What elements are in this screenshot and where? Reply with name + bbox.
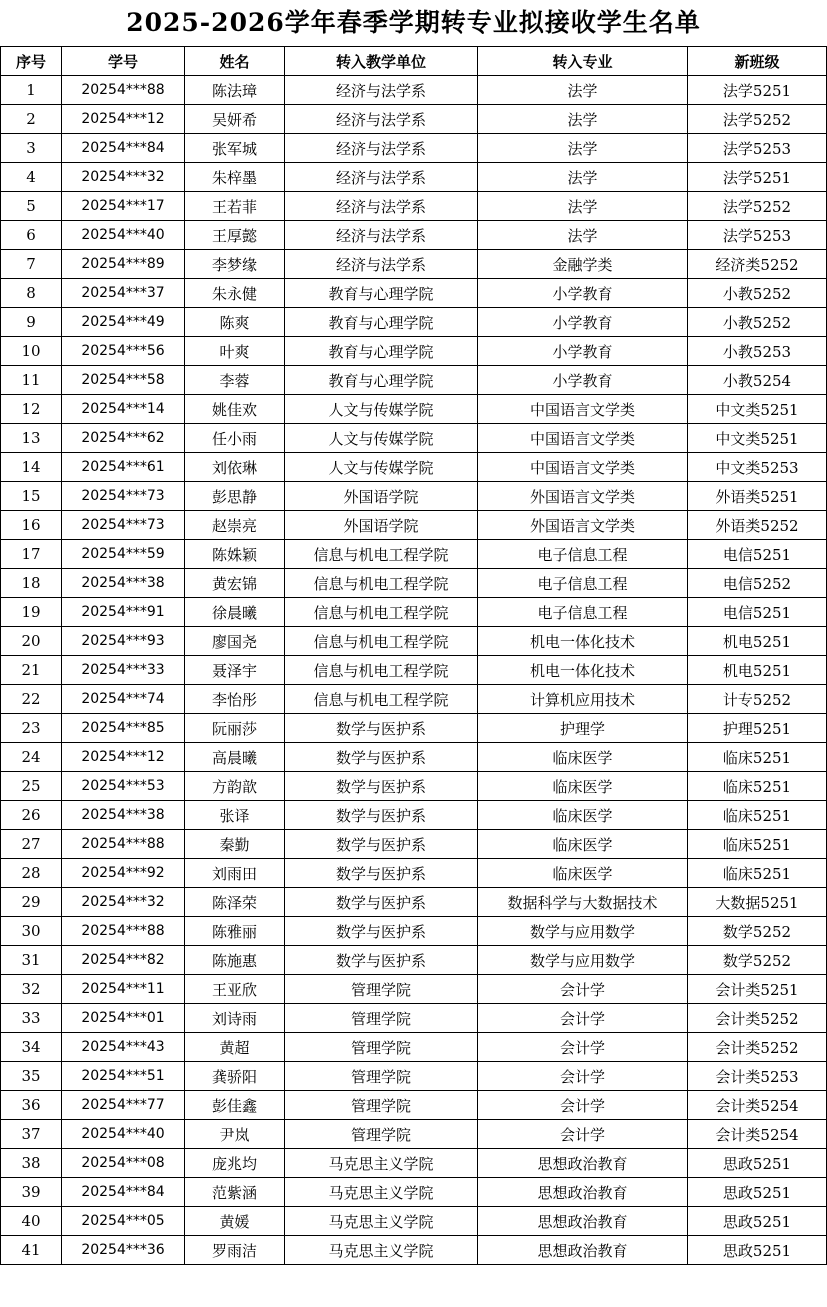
cell-target-major: 电子信息工程 <box>478 598 688 627</box>
cell-index: 16 <box>1 511 62 540</box>
cell-index: 20 <box>1 627 62 656</box>
cell-new-class: 临床5251 <box>688 743 827 772</box>
cell-target-major: 法学 <box>478 192 688 221</box>
cell-student-id: 20254***61 <box>62 453 185 482</box>
cell-name: 任小雨 <box>185 424 285 453</box>
cell-target-major: 临床医学 <box>478 801 688 830</box>
cell-student-id: 20254***12 <box>62 743 185 772</box>
table-row <box>1 366 827 395</box>
cell-student-id: 20254***91 <box>62 598 185 627</box>
cell-name: 陈爽 <box>185 308 285 337</box>
cell-new-class: 机电5251 <box>688 627 827 656</box>
table-row <box>1 859 827 888</box>
cell-target-major: 中国语言文学类 <box>478 424 688 453</box>
cell-name: 吴妍希 <box>185 105 285 134</box>
cell-name: 尹岚 <box>185 1120 285 1149</box>
cell-name: 王亚欣 <box>185 975 285 1004</box>
cell-index: 9 <box>1 308 62 337</box>
cell-student-id: 20254***53 <box>62 772 185 801</box>
cell-new-class: 中文类5253 <box>688 453 827 482</box>
cell-index: 8 <box>1 279 62 308</box>
cell-target-unit: 数学与医护系 <box>285 801 478 830</box>
cell-name: 朱永健 <box>185 279 285 308</box>
cell-target-major: 外国语言文学类 <box>478 482 688 511</box>
cell-target-major: 外国语言文学类 <box>478 511 688 540</box>
cell-name: 李蓉 <box>185 366 285 395</box>
cell-target-major: 小学教育 <box>478 337 688 366</box>
cell-target-unit: 经济与法学系 <box>285 192 478 221</box>
cell-index: 36 <box>1 1091 62 1120</box>
cell-index: 23 <box>1 714 62 743</box>
table-row <box>1 569 827 598</box>
table-row <box>1 743 827 772</box>
cell-target-unit: 数学与医护系 <box>285 888 478 917</box>
table-row <box>1 540 827 569</box>
cell-name: 张军城 <box>185 134 285 163</box>
cell-student-id: 20254***40 <box>62 1120 185 1149</box>
cell-target-major: 思想政治教育 <box>478 1236 688 1265</box>
cell-target-major: 临床医学 <box>478 772 688 801</box>
cell-student-id: 20254***08 <box>62 1149 185 1178</box>
table-row <box>1 424 827 453</box>
student-list-table <box>0 46 827 1265</box>
cell-student-id: 20254***74 <box>62 685 185 714</box>
cell-new-class: 中文类5251 <box>688 395 827 424</box>
cell-student-id: 20254***93 <box>62 627 185 656</box>
table-row <box>1 714 827 743</box>
cell-index: 33 <box>1 1004 62 1033</box>
table-row <box>1 656 827 685</box>
header-target-major: 转入专业 <box>478 47 688 76</box>
cell-target-unit: 教育与心理学院 <box>285 366 478 395</box>
table-row <box>1 772 827 801</box>
cell-target-unit: 信息与机电工程学院 <box>285 656 478 685</box>
cell-index: 30 <box>1 917 62 946</box>
cell-index: 31 <box>1 946 62 975</box>
cell-name: 彭佳鑫 <box>185 1091 285 1120</box>
cell-name: 王若菲 <box>185 192 285 221</box>
cell-new-class: 法学5252 <box>688 192 827 221</box>
cell-new-class: 大数据5251 <box>688 888 827 917</box>
cell-student-id: 20254***84 <box>62 134 185 163</box>
cell-target-unit: 数学与医护系 <box>285 946 478 975</box>
cell-target-major: 思想政治教育 <box>478 1207 688 1236</box>
table-row <box>1 975 827 1004</box>
cell-index: 28 <box>1 859 62 888</box>
cell-new-class: 小教5253 <box>688 337 827 366</box>
table-row <box>1 279 827 308</box>
cell-name: 赵崇亮 <box>185 511 285 540</box>
cell-student-id: 20254***05 <box>62 1207 185 1236</box>
cell-name: 高晨曦 <box>185 743 285 772</box>
cell-student-id: 20254***36 <box>62 1236 185 1265</box>
cell-name: 王厚懿 <box>185 221 285 250</box>
cell-name: 徐晨曦 <box>185 598 285 627</box>
cell-target-major: 小学教育 <box>478 308 688 337</box>
cell-target-unit: 教育与心理学院 <box>285 337 478 366</box>
cell-name: 陈泽荣 <box>185 888 285 917</box>
cell-target-unit: 经济与法学系 <box>285 250 478 279</box>
cell-new-class: 会计类5252 <box>688 1033 827 1062</box>
table-row <box>1 830 827 859</box>
table-row <box>1 105 827 134</box>
cell-student-id: 20254***82 <box>62 946 185 975</box>
table-row <box>1 453 827 482</box>
cell-target-major: 会计学 <box>478 1120 688 1149</box>
cell-index: 41 <box>1 1236 62 1265</box>
cell-index: 18 <box>1 569 62 598</box>
table-row <box>1 888 827 917</box>
cell-index: 4 <box>1 163 62 192</box>
cell-index: 39 <box>1 1178 62 1207</box>
cell-student-id: 20254***17 <box>62 192 185 221</box>
cell-index: 37 <box>1 1120 62 1149</box>
cell-name: 陈施惠 <box>185 946 285 975</box>
cell-target-major: 会计学 <box>478 1033 688 1062</box>
cell-new-class: 会计类5254 <box>688 1091 827 1120</box>
table-row <box>1 1236 827 1265</box>
cell-name: 朱梓墨 <box>185 163 285 192</box>
cell-target-major: 数学与应用数学 <box>478 917 688 946</box>
cell-new-class: 外语类5251 <box>688 482 827 511</box>
table-row <box>1 946 827 975</box>
cell-target-unit: 管理学院 <box>285 1120 478 1149</box>
cell-student-id: 20254***12 <box>62 105 185 134</box>
cell-target-unit: 信息与机电工程学院 <box>285 598 478 627</box>
cell-student-id: 20254***88 <box>62 76 185 105</box>
cell-target-major: 电子信息工程 <box>478 540 688 569</box>
cell-index: 15 <box>1 482 62 511</box>
header-name: 姓名 <box>185 47 285 76</box>
header-student-id: 学号 <box>62 47 185 76</box>
cell-target-unit: 数学与医护系 <box>285 830 478 859</box>
cell-new-class: 外语类5252 <box>688 511 827 540</box>
cell-name: 范紫涵 <box>185 1178 285 1207</box>
cell-new-class: 思政5251 <box>688 1149 827 1178</box>
cell-target-unit: 信息与机电工程学院 <box>285 540 478 569</box>
cell-target-unit: 教育与心理学院 <box>285 308 478 337</box>
table-row <box>1 1120 827 1149</box>
cell-target-major: 小学教育 <box>478 279 688 308</box>
cell-index: 38 <box>1 1149 62 1178</box>
cell-target-major: 思想政治教育 <box>478 1149 688 1178</box>
cell-target-unit: 教育与心理学院 <box>285 279 478 308</box>
cell-target-unit: 数学与医护系 <box>285 859 478 888</box>
cell-student-id: 20254***73 <box>62 482 185 511</box>
table-row <box>1 250 827 279</box>
cell-new-class: 小教5252 <box>688 308 827 337</box>
cell-new-class: 会计类5253 <box>688 1062 827 1091</box>
cell-student-id: 20254***49 <box>62 308 185 337</box>
table-row <box>1 337 827 366</box>
table-row <box>1 598 827 627</box>
cell-student-id: 20254***88 <box>62 917 185 946</box>
cell-name: 秦勤 <box>185 830 285 859</box>
cell-target-major: 会计学 <box>478 1062 688 1091</box>
cell-name: 廖国尧 <box>185 627 285 656</box>
cell-index: 17 <box>1 540 62 569</box>
cell-target-unit: 马克思主义学院 <box>285 1207 478 1236</box>
cell-new-class: 思政5251 <box>688 1207 827 1236</box>
cell-target-major: 机电一体化技术 <box>478 656 688 685</box>
cell-index: 1 <box>1 76 62 105</box>
cell-index: 26 <box>1 801 62 830</box>
cell-index: 32 <box>1 975 62 1004</box>
cell-name: 陈姝颖 <box>185 540 285 569</box>
table-row <box>1 192 827 221</box>
cell-new-class: 思政5251 <box>688 1236 827 1265</box>
cell-name: 方韵歆 <box>185 772 285 801</box>
cell-name: 陈雅丽 <box>185 917 285 946</box>
cell-target-major: 会计学 <box>478 975 688 1004</box>
cell-target-unit: 管理学院 <box>285 975 478 1004</box>
cell-target-unit: 数学与医护系 <box>285 743 478 772</box>
cell-new-class: 小教5252 <box>688 279 827 308</box>
cell-new-class: 临床5251 <box>688 859 827 888</box>
page-title: 2025-2026学年春季学期转专业拟接收学生名单 <box>126 8 701 37</box>
cell-student-id: 20254***56 <box>62 337 185 366</box>
header-new-class: 新班级 <box>688 47 827 76</box>
cell-new-class: 思政5251 <box>688 1178 827 1207</box>
table-row <box>1 1149 827 1178</box>
cell-target-unit: 经济与法学系 <box>285 76 478 105</box>
cell-target-major: 法学 <box>478 163 688 192</box>
cell-name: 陈法璋 <box>185 76 285 105</box>
cell-student-id: 20254***77 <box>62 1091 185 1120</box>
cell-index: 19 <box>1 598 62 627</box>
cell-new-class: 数学5252 <box>688 917 827 946</box>
cell-target-major: 临床医学 <box>478 830 688 859</box>
cell-target-unit: 信息与机电工程学院 <box>285 685 478 714</box>
cell-new-class: 法学5251 <box>688 163 827 192</box>
cell-student-id: 20254***43 <box>62 1033 185 1062</box>
cell-target-unit: 信息与机电工程学院 <box>285 627 478 656</box>
cell-name: 张译 <box>185 801 285 830</box>
cell-student-id: 20254***14 <box>62 395 185 424</box>
cell-new-class: 机电5251 <box>688 656 827 685</box>
table-row <box>1 917 827 946</box>
cell-new-class: 会计类5252 <box>688 1004 827 1033</box>
cell-target-unit: 外国语学院 <box>285 482 478 511</box>
cell-target-unit: 人文与传媒学院 <box>285 424 478 453</box>
table-row <box>1 685 827 714</box>
cell-student-id: 20254***51 <box>62 1062 185 1091</box>
cell-target-major: 中国语言文学类 <box>478 395 688 424</box>
cell-target-major: 中国语言文学类 <box>478 453 688 482</box>
cell-student-id: 20254***11 <box>62 975 185 1004</box>
cell-student-id: 20254***33 <box>62 656 185 685</box>
cell-target-unit: 数学与医护系 <box>285 772 478 801</box>
cell-new-class: 护理5251 <box>688 714 827 743</box>
cell-target-major: 会计学 <box>478 1091 688 1120</box>
cell-target-unit: 经济与法学系 <box>285 221 478 250</box>
cell-target-major: 会计学 <box>478 1004 688 1033</box>
cell-student-id: 20254***40 <box>62 221 185 250</box>
cell-target-major: 金融学类 <box>478 250 688 279</box>
table-row <box>1 1004 827 1033</box>
cell-student-id: 20254***62 <box>62 424 185 453</box>
cell-student-id: 20254***37 <box>62 279 185 308</box>
cell-new-class: 经济类5252 <box>688 250 827 279</box>
cell-new-class: 会计类5254 <box>688 1120 827 1149</box>
table-row <box>1 395 827 424</box>
cell-name: 黄宏锦 <box>185 569 285 598</box>
cell-new-class: 小教5254 <box>688 366 827 395</box>
cell-student-id: 20254***73 <box>62 511 185 540</box>
cell-student-id: 20254***88 <box>62 830 185 859</box>
cell-new-class: 中文类5251 <box>688 424 827 453</box>
cell-name: 叶爽 <box>185 337 285 366</box>
cell-target-unit: 管理学院 <box>285 1091 478 1120</box>
cell-new-class: 电信5251 <box>688 540 827 569</box>
table-row <box>1 1091 827 1120</box>
table-row <box>1 308 827 337</box>
cell-name: 姚佳欢 <box>185 395 285 424</box>
cell-target-major: 临床医学 <box>478 743 688 772</box>
table-header-row <box>1 47 827 76</box>
cell-index: 3 <box>1 134 62 163</box>
cell-target-major: 法学 <box>478 105 688 134</box>
cell-student-id: 20254***38 <box>62 569 185 598</box>
cell-target-unit: 马克思主义学院 <box>285 1236 478 1265</box>
table-row <box>1 627 827 656</box>
cell-name: 刘诗雨 <box>185 1004 285 1033</box>
cell-index: 13 <box>1 424 62 453</box>
cell-target-major: 临床医学 <box>478 859 688 888</box>
cell-index: 22 <box>1 685 62 714</box>
cell-index: 6 <box>1 221 62 250</box>
cell-target-major: 数学与应用数学 <box>478 946 688 975</box>
cell-target-unit: 经济与法学系 <box>285 163 478 192</box>
cell-new-class: 法学5251 <box>688 76 827 105</box>
cell-target-major: 电子信息工程 <box>478 569 688 598</box>
cell-student-id: 20254***84 <box>62 1178 185 1207</box>
table-row <box>1 511 827 540</box>
cell-target-unit: 管理学院 <box>285 1033 478 1062</box>
cell-index: 12 <box>1 395 62 424</box>
cell-new-class: 电信5252 <box>688 569 827 598</box>
cell-name: 聂泽宇 <box>185 656 285 685</box>
cell-target-major: 护理学 <box>478 714 688 743</box>
cell-index: 40 <box>1 1207 62 1236</box>
cell-new-class: 计专5252 <box>688 685 827 714</box>
cell-index: 27 <box>1 830 62 859</box>
header-target-unit: 转入教学单位 <box>285 47 478 76</box>
cell-name: 黄超 <box>185 1033 285 1062</box>
cell-student-id: 20254***59 <box>62 540 185 569</box>
table-row <box>1 801 827 830</box>
cell-new-class: 法学5253 <box>688 221 827 250</box>
cell-student-id: 20254***38 <box>62 801 185 830</box>
table-row <box>1 1178 827 1207</box>
cell-index: 21 <box>1 656 62 685</box>
cell-target-unit: 数学与医护系 <box>285 917 478 946</box>
cell-new-class: 临床5251 <box>688 830 827 859</box>
cell-target-major: 计算机应用技术 <box>478 685 688 714</box>
cell-target-unit: 马克思主义学院 <box>285 1149 478 1178</box>
cell-new-class: 法学5252 <box>688 105 827 134</box>
table-row <box>1 1062 827 1091</box>
cell-name: 彭思静 <box>185 482 285 511</box>
cell-target-major: 思想政治教育 <box>478 1178 688 1207</box>
cell-student-id: 20254***32 <box>62 888 185 917</box>
cell-target-major: 小学教育 <box>478 366 688 395</box>
cell-target-unit: 马克思主义学院 <box>285 1178 478 1207</box>
cell-target-unit: 数学与医护系 <box>285 714 478 743</box>
cell-new-class: 电信5251 <box>688 598 827 627</box>
cell-target-major: 法学 <box>478 221 688 250</box>
cell-index: 10 <box>1 337 62 366</box>
cell-new-class: 临床5251 <box>688 772 827 801</box>
cell-target-major: 法学 <box>478 76 688 105</box>
table-row <box>1 76 827 105</box>
cell-name: 庞兆均 <box>185 1149 285 1178</box>
cell-name: 刘雨田 <box>185 859 285 888</box>
cell-index: 11 <box>1 366 62 395</box>
cell-target-unit: 人文与传媒学院 <box>285 395 478 424</box>
table-row <box>1 163 827 192</box>
cell-new-class: 会计类5251 <box>688 975 827 1004</box>
table-body <box>1 76 827 1265</box>
cell-name: 龚骄阳 <box>185 1062 285 1091</box>
cell-target-unit: 管理学院 <box>285 1004 478 1033</box>
table-row <box>1 482 827 511</box>
cell-index: 5 <box>1 192 62 221</box>
cell-index: 14 <box>1 453 62 482</box>
cell-target-unit: 外国语学院 <box>285 511 478 540</box>
cell-target-unit: 经济与法学系 <box>285 105 478 134</box>
cell-index: 25 <box>1 772 62 801</box>
cell-target-major: 数据科学与大数据技术 <box>478 888 688 917</box>
cell-name: 黄媛 <box>185 1207 285 1236</box>
table-row <box>1 221 827 250</box>
cell-name: 罗雨洁 <box>185 1236 285 1265</box>
table-row <box>1 1207 827 1236</box>
cell-student-id: 20254***85 <box>62 714 185 743</box>
cell-index: 35 <box>1 1062 62 1091</box>
cell-target-unit: 信息与机电工程学院 <box>285 569 478 598</box>
cell-student-id: 20254***89 <box>62 250 185 279</box>
cell-target-major: 法学 <box>478 134 688 163</box>
cell-student-id: 20254***92 <box>62 859 185 888</box>
cell-name: 刘依琳 <box>185 453 285 482</box>
header-index: 序号 <box>1 47 62 76</box>
cell-index: 34 <box>1 1033 62 1062</box>
cell-index: 2 <box>1 105 62 134</box>
cell-name: 李梦缘 <box>185 250 285 279</box>
cell-target-major: 机电一体化技术 <box>478 627 688 656</box>
cell-student-id: 20254***32 <box>62 163 185 192</box>
cell-new-class: 法学5253 <box>688 134 827 163</box>
cell-student-id: 20254***58 <box>62 366 185 395</box>
cell-target-unit: 经济与法学系 <box>285 134 478 163</box>
cell-index: 29 <box>1 888 62 917</box>
table-row <box>1 1033 827 1062</box>
cell-name: 阮丽莎 <box>185 714 285 743</box>
cell-student-id: 20254***01 <box>62 1004 185 1033</box>
table-row <box>1 134 827 163</box>
cell-new-class: 临床5251 <box>688 801 827 830</box>
cell-target-unit: 人文与传媒学院 <box>285 453 478 482</box>
cell-new-class: 数学5252 <box>688 946 827 975</box>
cell-index: 7 <box>1 250 62 279</box>
cell-target-unit: 管理学院 <box>285 1062 478 1091</box>
cell-index: 24 <box>1 743 62 772</box>
cell-name: 李怡彤 <box>185 685 285 714</box>
